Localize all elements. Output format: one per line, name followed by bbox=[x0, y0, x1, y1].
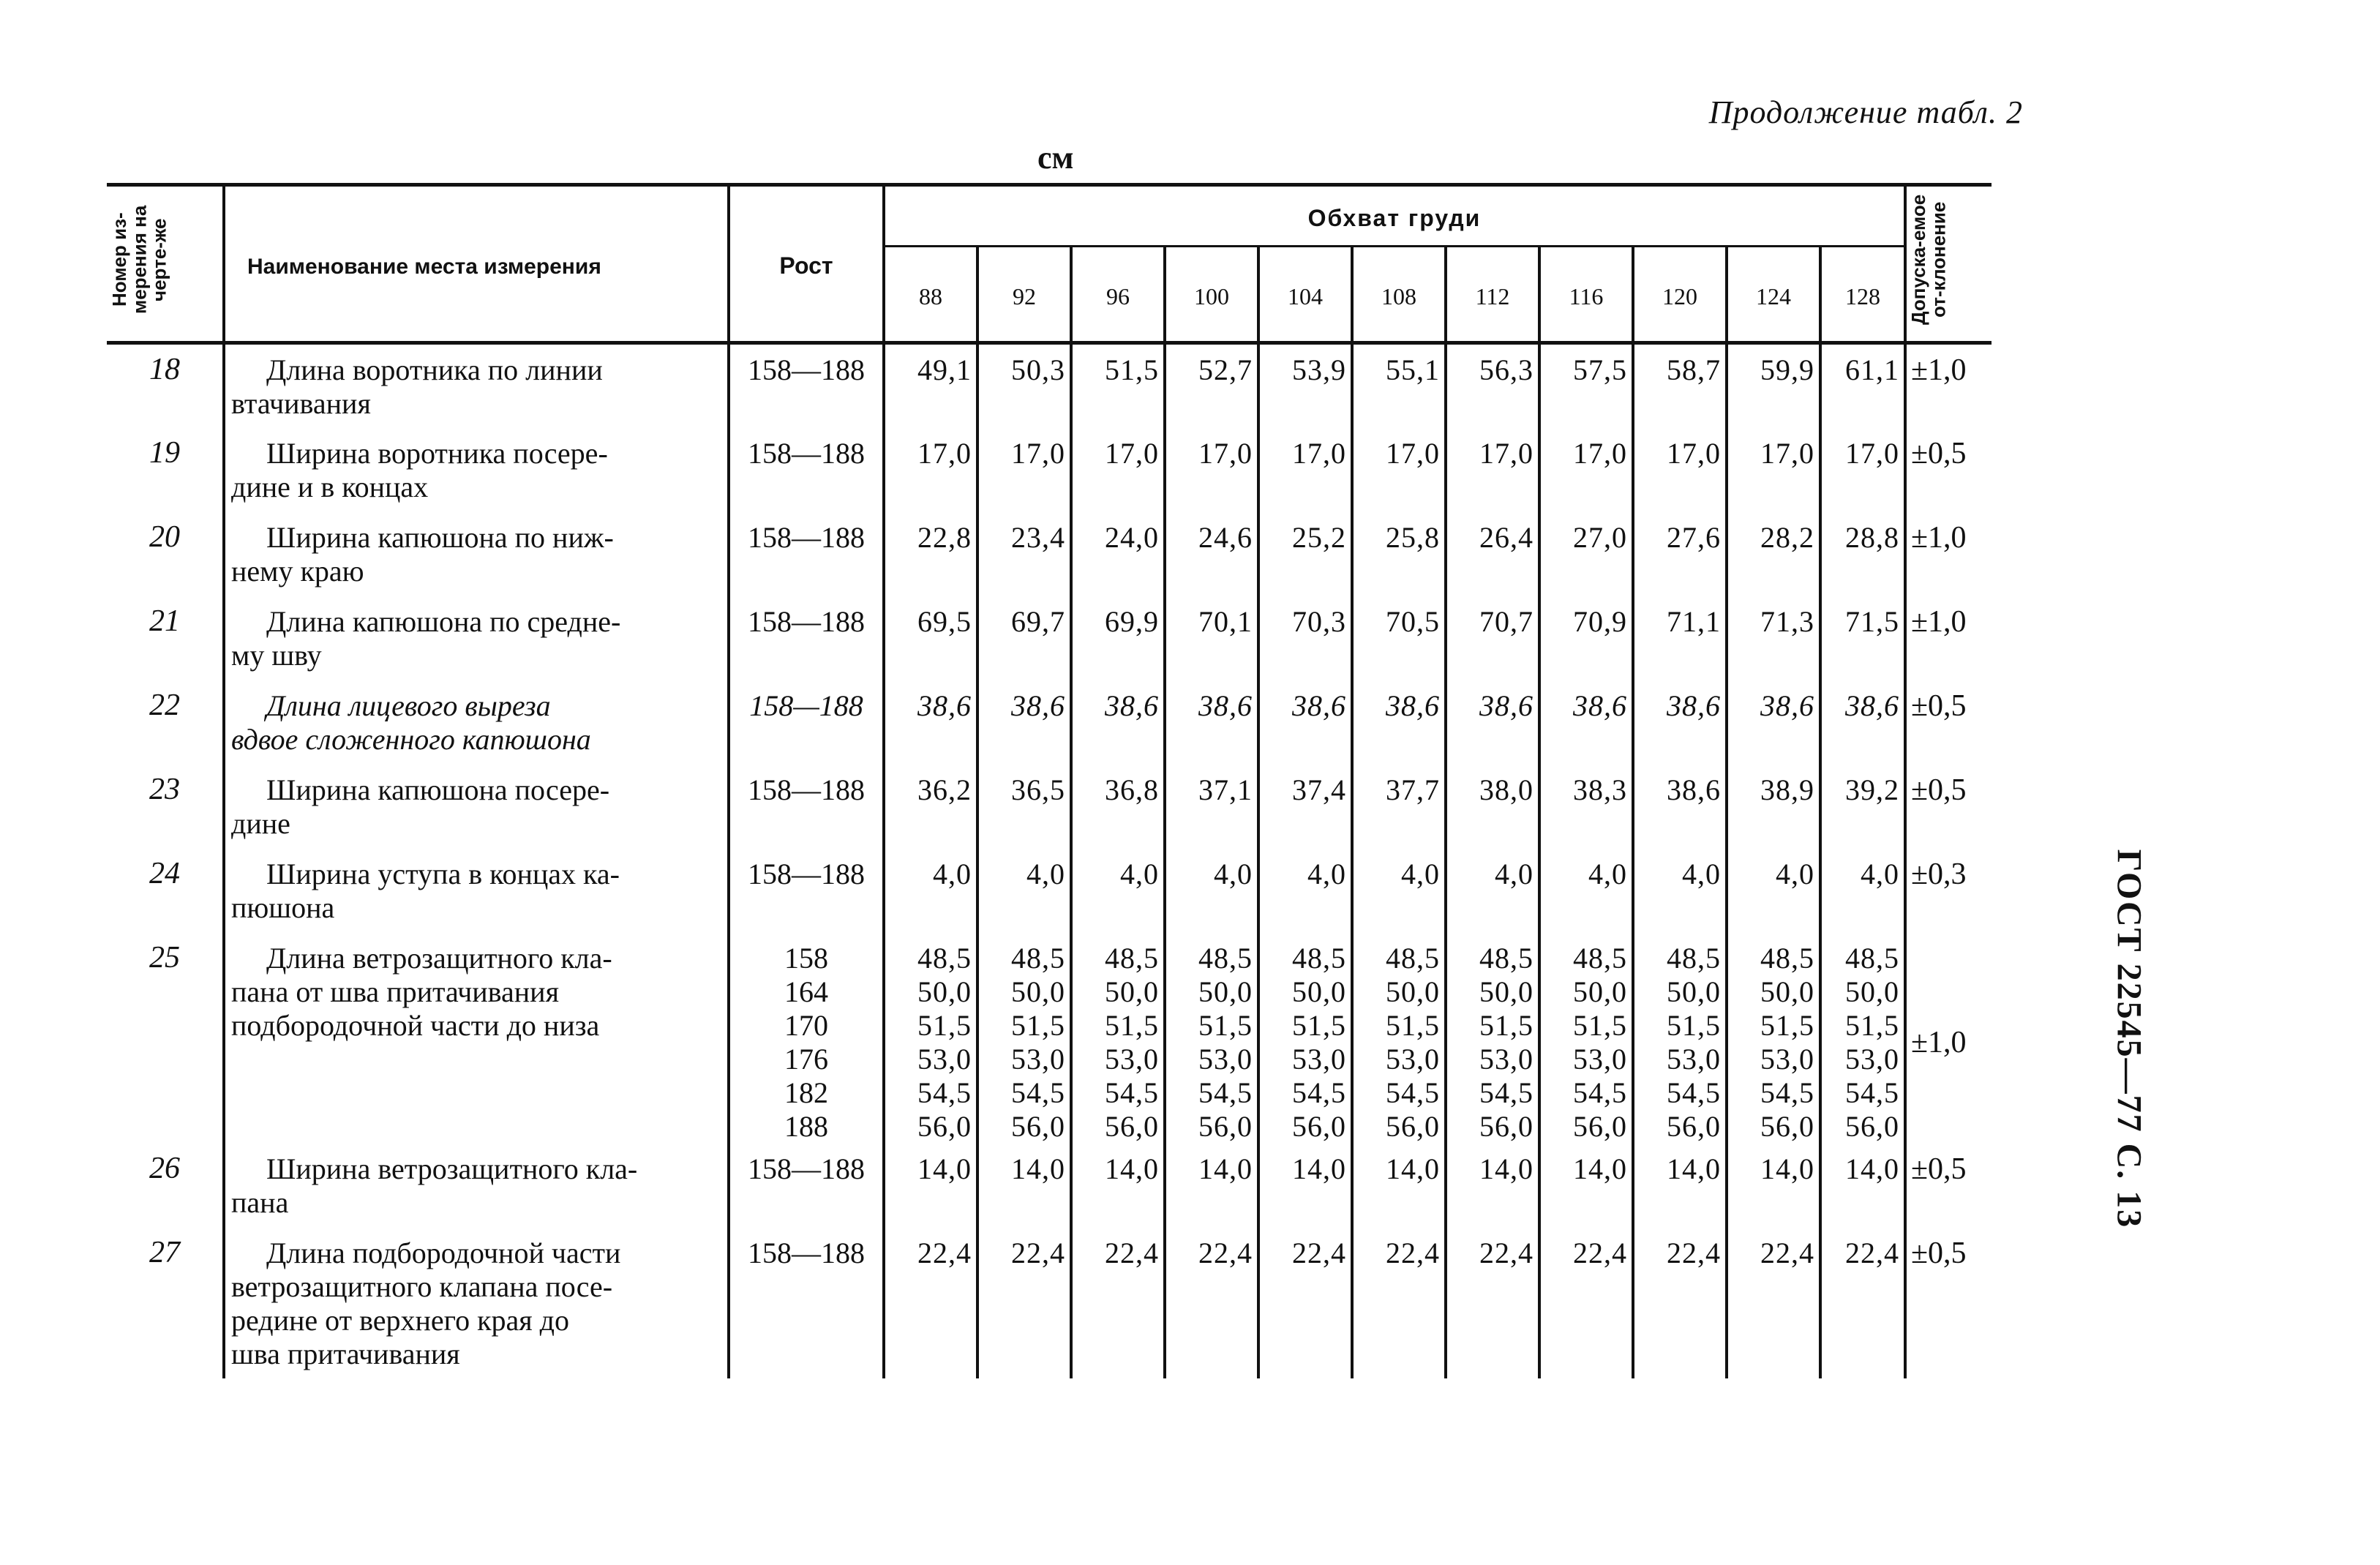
value-cell: 27,0 bbox=[1539, 512, 1633, 596]
height-range: 158—188 bbox=[729, 596, 884, 680]
value-cell: 38,6 bbox=[1071, 680, 1165, 765]
table-row bbox=[107, 765, 1992, 849]
value-cell: 50,0 bbox=[1479, 975, 1534, 1008]
value-cell: 51,5 bbox=[1479, 1009, 1534, 1042]
value-cell: 14,0 bbox=[1633, 1144, 1727, 1228]
value-cell: 56,0 bbox=[1667, 1110, 1721, 1143]
header-size: 128 bbox=[1820, 247, 1905, 343]
value-cell: 70,7 bbox=[1446, 596, 1539, 680]
measurement-name bbox=[224, 849, 729, 933]
value-cell: 4,0 bbox=[884, 849, 977, 933]
height-value: 164 bbox=[784, 975, 828, 1008]
value-cell: 51,5 bbox=[1105, 1009, 1159, 1042]
measurement-name-line: Ширина уступа в концах ка- bbox=[266, 857, 620, 890]
value-cell: 48,5 bbox=[1845, 942, 1899, 975]
measurement-name-line: Ширина ветрозащитного кла- bbox=[266, 1152, 638, 1185]
height-range: 158—188 bbox=[729, 849, 884, 933]
header-number: Номер из-мерения на черте-же bbox=[107, 185, 224, 343]
value-cell: 50,0 bbox=[1011, 975, 1065, 1008]
value-cell: 36,2 bbox=[884, 765, 977, 849]
measurement-name-line: пана от шва притачивания bbox=[231, 975, 559, 1008]
value-cell: 61,1 bbox=[1820, 343, 1905, 429]
height-value: 176 bbox=[784, 1043, 828, 1076]
value-cell: 48,5 bbox=[1667, 942, 1721, 975]
table-row bbox=[107, 596, 1992, 680]
value-cell: 54,5 bbox=[1760, 1076, 1814, 1109]
value-cell: 71,1 bbox=[1633, 596, 1727, 680]
value-cell: 69,7 bbox=[977, 596, 1071, 680]
standard-page-label: ГОСТ 22545—77 С. 13 bbox=[2109, 849, 2149, 1229]
measurement-number: 25 bbox=[149, 941, 180, 975]
value-cell: 52,7 bbox=[1165, 343, 1258, 429]
value-cell: 4,0 bbox=[1165, 849, 1258, 933]
value-cell: 48,5 bbox=[1198, 942, 1253, 975]
measurement-name-line: дине bbox=[231, 807, 290, 840]
value-cell: 14,0 bbox=[1820, 1144, 1905, 1228]
value-column-cell bbox=[884, 933, 977, 1144]
header-chest-girth: Обхват груди bbox=[884, 185, 1905, 247]
value-cell: 71,5 bbox=[1820, 596, 1905, 680]
value-cell: 48,5 bbox=[1292, 942, 1346, 975]
measurement-name bbox=[224, 1144, 729, 1228]
measurement-name-line: Длина воротника по линии bbox=[266, 353, 603, 386]
value-cell: 53,0 bbox=[1760, 1043, 1814, 1076]
value-cell: 22,4 bbox=[1352, 1228, 1446, 1378]
value-cell: 38,6 bbox=[1539, 680, 1633, 765]
value-cell: 38,6 bbox=[1352, 680, 1446, 765]
value-cell: 54,5 bbox=[1198, 1076, 1253, 1109]
measurement-name bbox=[224, 765, 729, 849]
value-cell: 4,0 bbox=[1446, 849, 1539, 933]
value-cell: 48,5 bbox=[1479, 942, 1534, 975]
height-range: 158—188 bbox=[729, 765, 884, 849]
value-cell: 70,3 bbox=[1258, 596, 1352, 680]
value-column-cell bbox=[1165, 933, 1258, 1144]
value-cell: 48,5 bbox=[1573, 942, 1627, 975]
value-cell: 14,0 bbox=[1446, 1144, 1539, 1228]
value-cell: 14,0 bbox=[1539, 1144, 1633, 1228]
value-cell: 56,0 bbox=[1011, 1110, 1065, 1143]
measurement-name-line: подбородочной части до низа bbox=[231, 1009, 600, 1042]
height-range: 158—188 bbox=[729, 512, 884, 596]
value-cell: 14,0 bbox=[977, 1144, 1071, 1228]
value-cell: 50,0 bbox=[1760, 975, 1814, 1008]
value-cell: 14,0 bbox=[1258, 1144, 1352, 1228]
value-cell: 36,5 bbox=[977, 765, 1071, 849]
value-cell: 70,1 bbox=[1165, 596, 1258, 680]
value-cell: 50,0 bbox=[1573, 975, 1627, 1008]
value-cell: 22,4 bbox=[1820, 1228, 1905, 1378]
tolerance-value: ±0,5 bbox=[1905, 1228, 1992, 1378]
height-value: 158 bbox=[784, 942, 828, 975]
value-cell: 53,0 bbox=[1105, 1043, 1159, 1076]
value-cell: 17,0 bbox=[884, 428, 977, 512]
value-cell: 38,6 bbox=[1727, 680, 1820, 765]
value-cell: 22,4 bbox=[1539, 1228, 1633, 1378]
value-cell: 56,3 bbox=[1446, 343, 1539, 429]
value-cell: 17,0 bbox=[1446, 428, 1539, 512]
value-cell: 22,4 bbox=[884, 1228, 977, 1378]
value-cell: 17,0 bbox=[1352, 428, 1446, 512]
header-size: 108 bbox=[1352, 247, 1446, 343]
value-cell: 17,0 bbox=[1633, 428, 1727, 512]
table-row bbox=[107, 428, 1992, 512]
value-cell: 38,6 bbox=[884, 680, 977, 765]
value-cell: 22,4 bbox=[1633, 1228, 1727, 1378]
table-row bbox=[107, 680, 1992, 765]
value-column-cell bbox=[1258, 933, 1352, 1144]
header-tolerance: Допуска-емое от-клонение bbox=[1905, 185, 1992, 343]
value-cell: 17,0 bbox=[977, 428, 1071, 512]
value-cell: 51,5 bbox=[1760, 1009, 1814, 1042]
value-cell: 38,0 bbox=[1446, 765, 1539, 849]
header-size: 88 bbox=[884, 247, 977, 343]
value-cell: 14,0 bbox=[1352, 1144, 1446, 1228]
measurement-name-line: Длина подбородочной части bbox=[266, 1236, 621, 1269]
header-height: Рост bbox=[729, 185, 884, 343]
value-cell: 14,0 bbox=[1071, 1144, 1165, 1228]
value-cell: 53,0 bbox=[1198, 1043, 1253, 1076]
value-cell: 48,5 bbox=[1760, 942, 1814, 975]
measurement-name-line: вдвое сложенного капюшона bbox=[231, 723, 591, 756]
value-cell: 48,5 bbox=[1105, 942, 1159, 975]
value-cell: 51,5 bbox=[1011, 1009, 1065, 1042]
value-cell: 38,6 bbox=[1258, 680, 1352, 765]
table-row bbox=[107, 933, 1992, 1144]
value-cell: 70,5 bbox=[1352, 596, 1446, 680]
value-cell: 26,4 bbox=[1446, 512, 1539, 596]
value-cell: 22,4 bbox=[1446, 1228, 1539, 1378]
value-cell: 54,5 bbox=[1667, 1076, 1721, 1109]
tolerance-value: ±1,0 bbox=[1905, 933, 1992, 1144]
value-cell: 38,6 bbox=[1633, 765, 1727, 849]
value-cell: 56,0 bbox=[1198, 1110, 1253, 1143]
value-column-cell bbox=[1633, 933, 1727, 1144]
value-cell: 69,5 bbox=[884, 596, 977, 680]
value-cell: 4,0 bbox=[1258, 849, 1352, 933]
value-cell: 53,9 bbox=[1258, 343, 1352, 429]
measurement-name bbox=[224, 512, 729, 596]
value-cell: 38,6 bbox=[1165, 680, 1258, 765]
value-cell: 23,4 bbox=[977, 512, 1071, 596]
value-cell: 25,2 bbox=[1258, 512, 1352, 596]
measurement-name-line: ветрозащитного клапана посе- bbox=[231, 1270, 613, 1303]
value-column-cell bbox=[1071, 933, 1165, 1144]
measurement-name-line: пюшона bbox=[231, 891, 335, 924]
height-value: 188 bbox=[784, 1110, 828, 1143]
measurement-name-line: Ширина воротника посере- bbox=[266, 437, 608, 470]
value-cell: 38,6 bbox=[1633, 680, 1727, 765]
table-row bbox=[107, 1228, 1992, 1378]
value-cell: 48,5 bbox=[917, 942, 972, 975]
height-range: 158—188 bbox=[729, 1144, 884, 1228]
tolerance-value: ±1,0 bbox=[1905, 512, 1992, 596]
tolerance-value: ±0,5 bbox=[1905, 428, 1992, 512]
table-row bbox=[107, 343, 1992, 429]
value-cell: 14,0 bbox=[884, 1144, 977, 1228]
value-cell: 50,0 bbox=[1845, 975, 1899, 1008]
height-value: 170 bbox=[784, 1009, 828, 1042]
value-cell: 51,5 bbox=[1198, 1009, 1253, 1042]
value-cell: 17,0 bbox=[1258, 428, 1352, 512]
value-cell: 54,5 bbox=[1292, 1076, 1346, 1109]
measurement-number: 27 bbox=[149, 1236, 180, 1269]
value-cell: 54,5 bbox=[1845, 1076, 1899, 1109]
tolerance-value: ±1,0 bbox=[1905, 596, 1992, 680]
measurement-name-line: Длина лицевого выреза bbox=[266, 689, 551, 722]
measurement-name bbox=[224, 1228, 729, 1378]
measurement-number: 20 bbox=[149, 520, 180, 554]
value-cell: 51,5 bbox=[917, 1009, 972, 1042]
value-cell: 38,6 bbox=[977, 680, 1071, 765]
value-cell: 39,2 bbox=[1820, 765, 1905, 849]
value-cell: 51,5 bbox=[1845, 1009, 1899, 1042]
value-cell: 50,0 bbox=[1198, 975, 1253, 1008]
tolerance-value: ±0,5 bbox=[1905, 765, 1992, 849]
value-column-cell bbox=[1539, 933, 1633, 1144]
header-size: 116 bbox=[1539, 247, 1633, 343]
measurement-name bbox=[224, 343, 729, 429]
header-size: 104 bbox=[1258, 247, 1352, 343]
measurement-name-line: пана bbox=[231, 1186, 289, 1219]
value-column-cell bbox=[977, 933, 1071, 1144]
tolerance-value: ±0,5 bbox=[1905, 680, 1992, 765]
header-size: 124 bbox=[1727, 247, 1820, 343]
value-column-cell bbox=[1727, 933, 1820, 1144]
value-cell: 28,8 bbox=[1820, 512, 1905, 596]
value-cell: 22,4 bbox=[1165, 1228, 1258, 1378]
value-cell: 59,9 bbox=[1727, 343, 1820, 429]
value-cell: 25,8 bbox=[1352, 512, 1446, 596]
value-cell: 70,9 bbox=[1539, 596, 1633, 680]
header-size: 92 bbox=[977, 247, 1071, 343]
measurements-table bbox=[107, 183, 1992, 1378]
value-cell: 17,0 bbox=[1165, 428, 1258, 512]
value-cell: 17,0 bbox=[1539, 428, 1633, 512]
value-cell: 37,7 bbox=[1352, 765, 1446, 849]
height-range: 158—188 bbox=[729, 1228, 884, 1378]
value-cell: 27,6 bbox=[1633, 512, 1727, 596]
value-cell: 22,8 bbox=[884, 512, 977, 596]
value-cell: 28,2 bbox=[1727, 512, 1820, 596]
value-cell: 50,0 bbox=[1292, 975, 1346, 1008]
value-cell: 38,6 bbox=[1820, 680, 1905, 765]
value-cell: 51,5 bbox=[1667, 1009, 1721, 1042]
measurement-name-line: Длина капюшона по средне- bbox=[266, 605, 621, 638]
measurement-number: 24 bbox=[149, 857, 180, 890]
measurement-name-line: шва притачивания bbox=[231, 1337, 460, 1370]
value-cell: 50,0 bbox=[1386, 975, 1440, 1008]
value-cell: 51,5 bbox=[1071, 343, 1165, 429]
measurement-name-line: нему краю bbox=[231, 555, 364, 588]
table-row bbox=[107, 512, 1992, 596]
measurement-name bbox=[224, 933, 729, 1144]
measurement-name-line: редине от верхнего края до bbox=[231, 1304, 570, 1337]
value-cell: 51,5 bbox=[1573, 1009, 1627, 1042]
height-range: 158—188 bbox=[729, 680, 884, 765]
table-continuation-caption: Продолжение табл. 2 bbox=[1708, 94, 2023, 130]
value-cell: 37,4 bbox=[1258, 765, 1352, 849]
header-size: 112 bbox=[1446, 247, 1539, 343]
value-cell: 36,8 bbox=[1071, 765, 1165, 849]
value-cell: 56,0 bbox=[1760, 1110, 1814, 1143]
value-cell: 4,0 bbox=[1633, 849, 1727, 933]
header-size: 120 bbox=[1633, 247, 1727, 343]
measurement-number: 18 bbox=[149, 353, 180, 386]
value-cell: 51,5 bbox=[1386, 1009, 1440, 1042]
value-cell: 50,3 bbox=[977, 343, 1071, 429]
header-size: 96 bbox=[1071, 247, 1165, 343]
tolerance-value: ±0,3 bbox=[1905, 849, 1992, 933]
measurement-name-line: втачивания bbox=[231, 387, 371, 420]
measurement-name-line: дине и в концах bbox=[231, 470, 429, 503]
measurement-name-line: Ширина капюшона по ниж- bbox=[266, 521, 614, 554]
units-label: см bbox=[1037, 140, 1074, 176]
value-cell: 55,1 bbox=[1352, 343, 1446, 429]
tolerance-value: ±0,5 bbox=[1905, 1144, 1992, 1228]
value-cell: 17,0 bbox=[1071, 428, 1165, 512]
value-cell: 54,5 bbox=[1573, 1076, 1627, 1109]
value-cell: 51,5 bbox=[1292, 1009, 1346, 1042]
value-cell: 4,0 bbox=[977, 849, 1071, 933]
value-column-cell bbox=[1352, 933, 1446, 1144]
value-cell: 37,1 bbox=[1165, 765, 1258, 849]
value-cell: 38,6 bbox=[1446, 680, 1539, 765]
value-cell: 56,0 bbox=[1479, 1110, 1534, 1143]
value-cell: 54,5 bbox=[917, 1076, 972, 1109]
value-cell: 56,0 bbox=[917, 1110, 972, 1143]
measurement-name-line: Длина ветрозащитного кла- bbox=[266, 942, 612, 975]
value-column-cell bbox=[1446, 933, 1539, 1144]
value-cell: 56,0 bbox=[1105, 1110, 1159, 1143]
value-cell: 58,7 bbox=[1633, 343, 1727, 429]
value-cell: 53,0 bbox=[917, 1043, 972, 1076]
header-size: 100 bbox=[1165, 247, 1258, 343]
height-range: 158—188 bbox=[729, 428, 884, 512]
value-cell: 56,0 bbox=[1845, 1110, 1899, 1143]
value-cell: 4,0 bbox=[1071, 849, 1165, 933]
value-cell: 54,5 bbox=[1105, 1076, 1159, 1109]
value-cell: 24,0 bbox=[1071, 512, 1165, 596]
value-cell: 57,5 bbox=[1539, 343, 1633, 429]
value-cell: 53,0 bbox=[1011, 1043, 1065, 1076]
value-cell: 53,0 bbox=[1386, 1043, 1440, 1076]
measurement-number: 21 bbox=[149, 604, 180, 638]
value-cell: 50,0 bbox=[1667, 975, 1721, 1008]
value-cell: 14,0 bbox=[1727, 1144, 1820, 1228]
value-cell: 56,0 bbox=[1386, 1110, 1440, 1143]
value-cell: 38,3 bbox=[1539, 765, 1633, 849]
value-cell: 53,0 bbox=[1845, 1043, 1899, 1076]
value-cell: 54,5 bbox=[1011, 1076, 1065, 1109]
value-column-cell bbox=[1820, 933, 1905, 1144]
measurement-name-line: му шву bbox=[231, 639, 322, 672]
measurement-number: 19 bbox=[149, 436, 180, 470]
value-cell: 69,9 bbox=[1071, 596, 1165, 680]
value-cell: 38,9 bbox=[1727, 765, 1820, 849]
value-cell: 48,5 bbox=[1386, 942, 1440, 975]
value-cell: 4,0 bbox=[1539, 849, 1633, 933]
height-value: 182 bbox=[784, 1076, 828, 1109]
header-name: Наименование места измерения bbox=[224, 185, 729, 343]
value-cell: 22,4 bbox=[1258, 1228, 1352, 1378]
value-cell: 22,4 bbox=[977, 1228, 1071, 1378]
value-cell: 53,0 bbox=[1479, 1043, 1534, 1076]
value-cell: 14,0 bbox=[1165, 1144, 1258, 1228]
value-cell: 53,0 bbox=[1573, 1043, 1627, 1076]
value-cell: 49,1 bbox=[884, 343, 977, 429]
measurement-name bbox=[224, 596, 729, 680]
measurement-number: 26 bbox=[149, 1152, 180, 1185]
table-row bbox=[107, 849, 1992, 933]
table-row bbox=[107, 1144, 1992, 1228]
value-cell: 53,0 bbox=[1667, 1043, 1721, 1076]
measurement-name-line: Ширина капюшона посере- bbox=[266, 773, 610, 806]
value-cell: 56,0 bbox=[1292, 1110, 1346, 1143]
value-cell: 50,0 bbox=[917, 975, 972, 1008]
value-cell: 4,0 bbox=[1352, 849, 1446, 933]
value-cell: 4,0 bbox=[1727, 849, 1820, 933]
tolerance-value: ±1,0 bbox=[1905, 343, 1992, 429]
value-cell: 54,5 bbox=[1386, 1076, 1440, 1109]
value-cell: 48,5 bbox=[1011, 942, 1065, 975]
value-cell: 54,5 bbox=[1479, 1076, 1534, 1109]
value-cell: 22,4 bbox=[1071, 1228, 1165, 1378]
height-list bbox=[729, 933, 884, 1144]
measurement-name bbox=[224, 680, 729, 765]
value-cell: 4,0 bbox=[1820, 849, 1905, 933]
value-cell: 24,6 bbox=[1165, 512, 1258, 596]
measurement-name bbox=[224, 428, 729, 512]
value-cell: 50,0 bbox=[1105, 975, 1159, 1008]
height-range: 158—188 bbox=[729, 343, 884, 429]
value-cell: 22,4 bbox=[1727, 1228, 1820, 1378]
measurement-number: 23 bbox=[149, 773, 180, 806]
value-cell: 71,3 bbox=[1727, 596, 1820, 680]
value-cell: 53,0 bbox=[1292, 1043, 1346, 1076]
value-cell: 17,0 bbox=[1727, 428, 1820, 512]
measurement-number: 22 bbox=[149, 688, 180, 722]
value-cell: 56,0 bbox=[1573, 1110, 1627, 1143]
value-cell: 17,0 bbox=[1820, 428, 1905, 512]
